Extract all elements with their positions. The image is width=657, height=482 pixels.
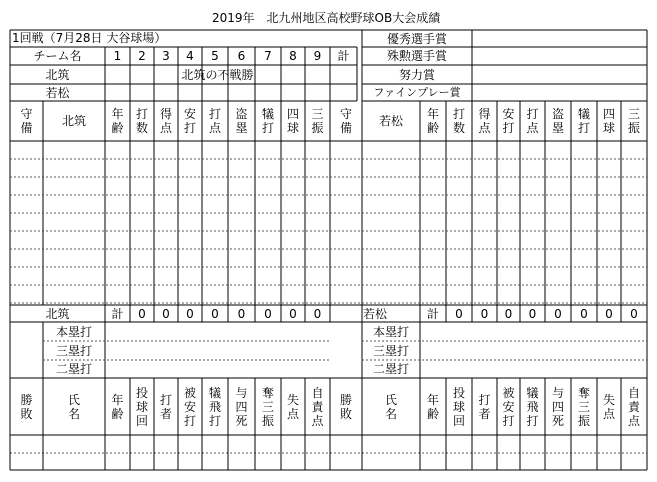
total-team-right-text: 若松 [362,306,387,321]
inning-5 [202,47,228,65]
total-right-1 [472,305,497,322]
result-header-left-text: 敗 [20,406,33,421]
bat-stat-left-3 [202,101,228,141]
bat-stat-left-7-text: 振 [311,121,324,135]
pitch-stat-left-3-text: 犠 [208,385,221,400]
pitch-stat-right-6 [597,378,621,435]
total-label-left-text: 計 [111,306,124,321]
pitch-stat-left-5 [255,378,281,435]
pitch-stat-right-5-text: 振 [577,413,590,428]
pitch-stat-right-3-text: 打 [526,413,539,428]
age-header-left-text: 齢 [111,121,124,135]
total-right-6-text: 0 [605,306,613,321]
team-1-text: 北筑 [45,67,70,82]
bat-stat-right-5-text: 打 [577,121,590,135]
award-2 [362,47,472,65]
total-header-text: 計 [337,49,350,63]
bat-stat-right-3-text: 打 [526,107,539,121]
result-header-left-text: 勝 [20,392,33,407]
result-note [130,65,305,84]
bat-stat-right-4-text: 塁 [551,121,564,135]
pitch-stat-right-1 [472,378,497,435]
pitch-stat-left-7-text: 点 [311,413,324,428]
inning-5-text: 5 [211,49,219,63]
total-right-2 [497,305,520,322]
pitch-stat-left-1-text: 者 [159,406,172,421]
extra-hit-right-2-text: 二塁打 [372,362,409,376]
pitch-stat-right-4-text: 四 [551,399,564,414]
pitch-stat-right-0-text: 投 [452,385,465,400]
inning-6-text: 6 [237,49,246,63]
pitch-stat-left-5-text: 振 [261,413,274,428]
bat-stat-right-3 [520,101,545,141]
bat-stat-right-7 [621,101,647,141]
inning-9 [305,47,330,65]
pitch-stat-left-6-text: 点 [286,406,299,421]
total-right-3-text: 0 [528,306,537,321]
pitch-stat-left-5-text: 奪 [261,385,274,400]
total-team-right [330,305,420,322]
p-age-header-right-text: 齢 [426,406,439,421]
result-header-right-text: 勝 [339,392,352,407]
pitch-stat-right-7-text: 責 [627,399,640,414]
bat-stat-left-6-text: 球 [286,121,299,135]
extra-hit-left-0-text: 本塁打 [55,324,92,339]
bat-stat-left-0 [130,101,154,141]
pitch-stat-right-5 [571,378,597,435]
pitch-stat-right-7-text: 自 [627,385,640,400]
bat-stat-left-4-text: 塁 [235,121,248,135]
bat-stat-right-1-text: 点 [478,121,491,135]
bat-stat-left-6-text: 四 [286,107,299,121]
total-left-7-text: 0 [313,306,322,321]
pitch-stat-right-6-text: 点 [602,406,615,421]
batting-team-left [43,101,105,141]
p-age-header-right-text: 年 [426,392,439,407]
bat-stat-left-4-text: 盗 [235,107,248,121]
award-1-text: 優秀選手賞 [386,31,447,46]
pitch-stat-right-1-text: 者 [478,406,491,421]
pitch-stat-left-2-text: 被 [183,385,196,400]
bat-stat-right-2 [497,101,520,141]
award-4-text: ファインプレー賞 [373,85,461,99]
pos-header-left [10,101,43,141]
pos-header-left-text: 備 [20,121,33,135]
pitch-stat-right-7-text: 点 [627,413,640,428]
team-2 [10,84,105,101]
bat-stat-left-3-text: 打 [208,107,221,121]
team-2-text: 若松 [45,85,70,100]
pitch-stat-left-3-text: 飛 [208,399,221,414]
total-left-2 [178,305,202,322]
total-right-4-text: 0 [554,306,562,321]
extra-hit-left-1 [43,341,105,360]
inning-1 [105,47,130,65]
pitch-stat-left-3-text: 打 [208,413,221,428]
age-header-right-text: 年 [426,107,439,121]
inning-3-text: 3 [162,49,170,63]
bat-stat-left-1 [154,101,178,141]
total-left-5-text: 0 [264,306,272,321]
batting-team-right [362,101,420,141]
team-header-text: チーム名 [33,49,82,63]
page-title: 2019年 北九州地区高校野球OB大会成績 [212,11,441,25]
age-header-left [105,101,130,141]
total-left-1-text: 0 [162,306,170,321]
bat-stat-left-7 [305,101,330,141]
bat-stat-right-2-text: 打 [502,121,515,135]
team-header [10,47,105,65]
total-label-right [420,305,446,322]
bat-stat-right-0 [446,101,472,141]
pitch-stat-right-4-text: 死 [551,413,564,428]
total-left-5 [255,305,281,322]
bat-stat-right-4 [545,101,571,141]
result-header-right-text: 敗 [339,406,352,421]
pitch-stat-right-0-text: 回 [452,413,465,428]
pitch-stat-left-0 [130,378,154,435]
bat-stat-left-5 [255,101,281,141]
total-team-left [10,305,105,322]
bat-stat-right-0-text: 打 [452,107,465,121]
extra-hit-right-2 [362,360,420,378]
bat-stat-right-3-text: 点 [526,121,539,135]
total-left-0-text: 0 [138,306,146,321]
inning-6 [228,47,255,65]
total-left-4 [228,305,255,322]
award-4 [362,84,472,101]
pitch-stat-left-4-text: 四 [235,399,248,414]
bat-stat-left-6 [281,101,305,141]
inning-8-text: 8 [289,49,297,63]
pitch-stat-right-3-text: 犠 [526,385,539,400]
pitch-stat-left-5-text: 三 [261,399,274,414]
bat-stat-left-7-text: 三 [311,107,324,121]
batting-team-left-text: 北筑 [61,114,86,128]
pitch-stat-right-6-text: 失 [602,392,615,407]
award-1 [362,30,472,47]
bat-stat-right-7-text: 三 [627,107,640,121]
name-header-left [43,378,105,435]
result-header-left [10,378,43,435]
pitch-stat-right-2 [497,378,520,435]
pitch-stat-left-6-text: 失 [286,392,299,407]
name-header-left-text: 名 [67,406,80,421]
inning-9-text: 9 [313,49,322,63]
p-age-header-left [105,378,130,435]
p-age-header-left-text: 齢 [111,406,124,421]
total-left-6-text: 0 [289,306,297,321]
extra-hit-right-0 [362,322,420,341]
pitch-stat-left-0-text: 投 [135,385,148,400]
pitch-stat-left-7-text: 責 [311,399,324,414]
total-right-0 [446,305,472,322]
bat-stat-right-1-text: 得 [478,107,491,121]
pitch-stat-right-5-text: 三 [577,399,590,414]
bat-stat-left-2-text: 安 [183,107,196,121]
extra-hit-right-1-text: 三塁打 [372,343,409,358]
pitch-stat-right-2-text: 打 [502,413,515,428]
bat-stat-left-3-text: 点 [208,121,221,135]
pitch-stat-right-0 [446,378,472,435]
inning-2 [130,47,154,65]
inning-4 [178,47,202,65]
inning-4-text: 4 [186,49,194,63]
total-right-6 [597,305,621,322]
bat-stat-right-4-text: 盗 [551,107,564,121]
total-right-3 [520,305,545,322]
result-header-right [330,378,362,435]
total-right-7-text: 0 [630,306,638,321]
pitch-stat-left-7-text: 自 [311,385,324,400]
total-left-0 [130,305,154,322]
total-right-0-text: 0 [455,306,463,321]
total-left-6 [281,305,305,322]
batting-team-right-text: 若松 [378,114,403,128]
inning-2-text: 2 [138,49,146,63]
total-label-left [105,305,130,322]
pitch-stat-right-3-text: 飛 [526,399,539,414]
bat-stat-left-1-text: 得 [159,107,172,121]
bat-stat-right-6-text: 球 [602,121,615,135]
bat-stat-right-6-text: 四 [602,107,615,121]
total-left-7 [305,305,330,322]
pitch-stat-left-0-text: 球 [135,399,148,414]
total-right-1-text: 0 [480,306,489,321]
inning-7-text: 7 [264,49,272,63]
pos-header-right-text: 守 [339,107,352,121]
total-label-right-text: 計 [426,306,439,321]
pitch-stat-left-1-text: 打 [159,392,172,407]
pitch-stat-left-4 [228,378,255,435]
extra-hit-left-2-text: 二塁打 [55,362,92,376]
total-left-4-text: 0 [237,306,246,321]
pitch-stat-right-1-text: 打 [478,392,491,407]
pitch-stat-right-2-text: 被 [502,385,515,400]
bat-stat-right-0-text: 数 [452,121,465,135]
pitch-stat-right-4-text: 与 [551,385,564,400]
inning-1-text: 1 [113,49,122,63]
bat-stat-left-0-text: 数 [135,121,148,135]
total-team-left-text: 北筑 [45,306,70,321]
award-3 [362,65,472,84]
bat-stat-left-0-text: 打 [135,107,148,121]
result-note-text: 北筑の不戦勝 [181,67,254,82]
pitch-stat-left-2-text: 安 [183,399,196,414]
pitch-stat-left-3 [202,378,228,435]
bat-stat-right-7-text: 振 [627,121,640,135]
bat-stat-right-2-text: 安 [502,107,515,121]
bat-stat-left-5-text: 打 [261,121,274,135]
pitch-stat-right-7 [621,378,647,435]
pitch-stat-left-0-text: 回 [135,413,148,428]
pos-header-left-text: 守 [20,107,33,121]
award-2-text: 殊勲選手賞 [386,49,447,63]
pitch-stat-left-7 [305,378,330,435]
extra-hit-left-2 [43,360,105,378]
total-left-2-text: 0 [186,306,194,321]
bat-stat-right-1 [472,101,497,141]
bat-stat-left-1-text: 点 [159,121,172,135]
age-header-right [420,101,446,141]
inning-3 [154,47,178,65]
total-left-3 [202,305,228,322]
name-header-left-text: 氏 [67,392,80,407]
extra-hit-right-0-text: 本塁打 [372,324,409,339]
extra-hit-left-0 [43,322,105,341]
bat-stat-right-6 [597,101,621,141]
pitch-stat-left-4-text: 死 [235,413,248,428]
total-header [330,47,357,65]
inning-8 [281,47,305,65]
bat-stat-right-5-text: 犠 [577,107,590,121]
total-right-5 [571,305,597,322]
bat-stat-right-5 [571,101,597,141]
p-age-header-right [420,378,446,435]
p-age-header-left-text: 年 [111,392,124,407]
game-info: 1回戦（7月28日 大谷球場） [12,31,167,45]
total-right-7 [621,305,647,322]
total-right-5-text: 0 [580,306,588,321]
pitch-stat-right-3 [520,378,545,435]
inning-7 [255,47,281,65]
name-header-right [362,378,420,435]
extra-hit-right-1 [362,341,420,360]
pos-header-right-text: 備 [339,121,352,135]
pitch-stat-left-2-text: 打 [183,413,196,428]
extra-hit-left-1-text: 三塁打 [55,343,92,358]
pitch-stat-right-0-text: 球 [452,399,465,414]
bat-stat-left-2 [178,101,202,141]
pos-header-right [330,101,362,141]
name-header-right-text: 氏 [384,392,397,407]
total-left-1 [154,305,178,322]
total-left-3-text: 0 [211,306,219,321]
bat-stat-left-5-text: 犠 [261,107,274,121]
bat-stat-left-2-text: 打 [183,121,196,135]
pitch-stat-left-4-text: 与 [235,385,248,400]
name-header-right-text: 名 [384,406,397,421]
pitch-stat-left-2 [178,378,202,435]
team-1 [10,65,105,84]
age-header-right-text: 齢 [426,121,439,135]
pitch-stat-right-2-text: 安 [502,399,515,414]
bat-stat-left-4 [228,101,255,141]
award-3-text: 努力賞 [398,67,435,82]
pitch-stat-right-4 [545,378,571,435]
total-right-4 [545,305,571,322]
pitch-stat-right-5-text: 奪 [577,385,590,400]
pitch-stat-left-1 [154,378,178,435]
age-header-left-text: 年 [111,107,124,121]
total-right-2-text: 0 [504,306,513,321]
pitch-stat-left-6 [281,378,305,435]
